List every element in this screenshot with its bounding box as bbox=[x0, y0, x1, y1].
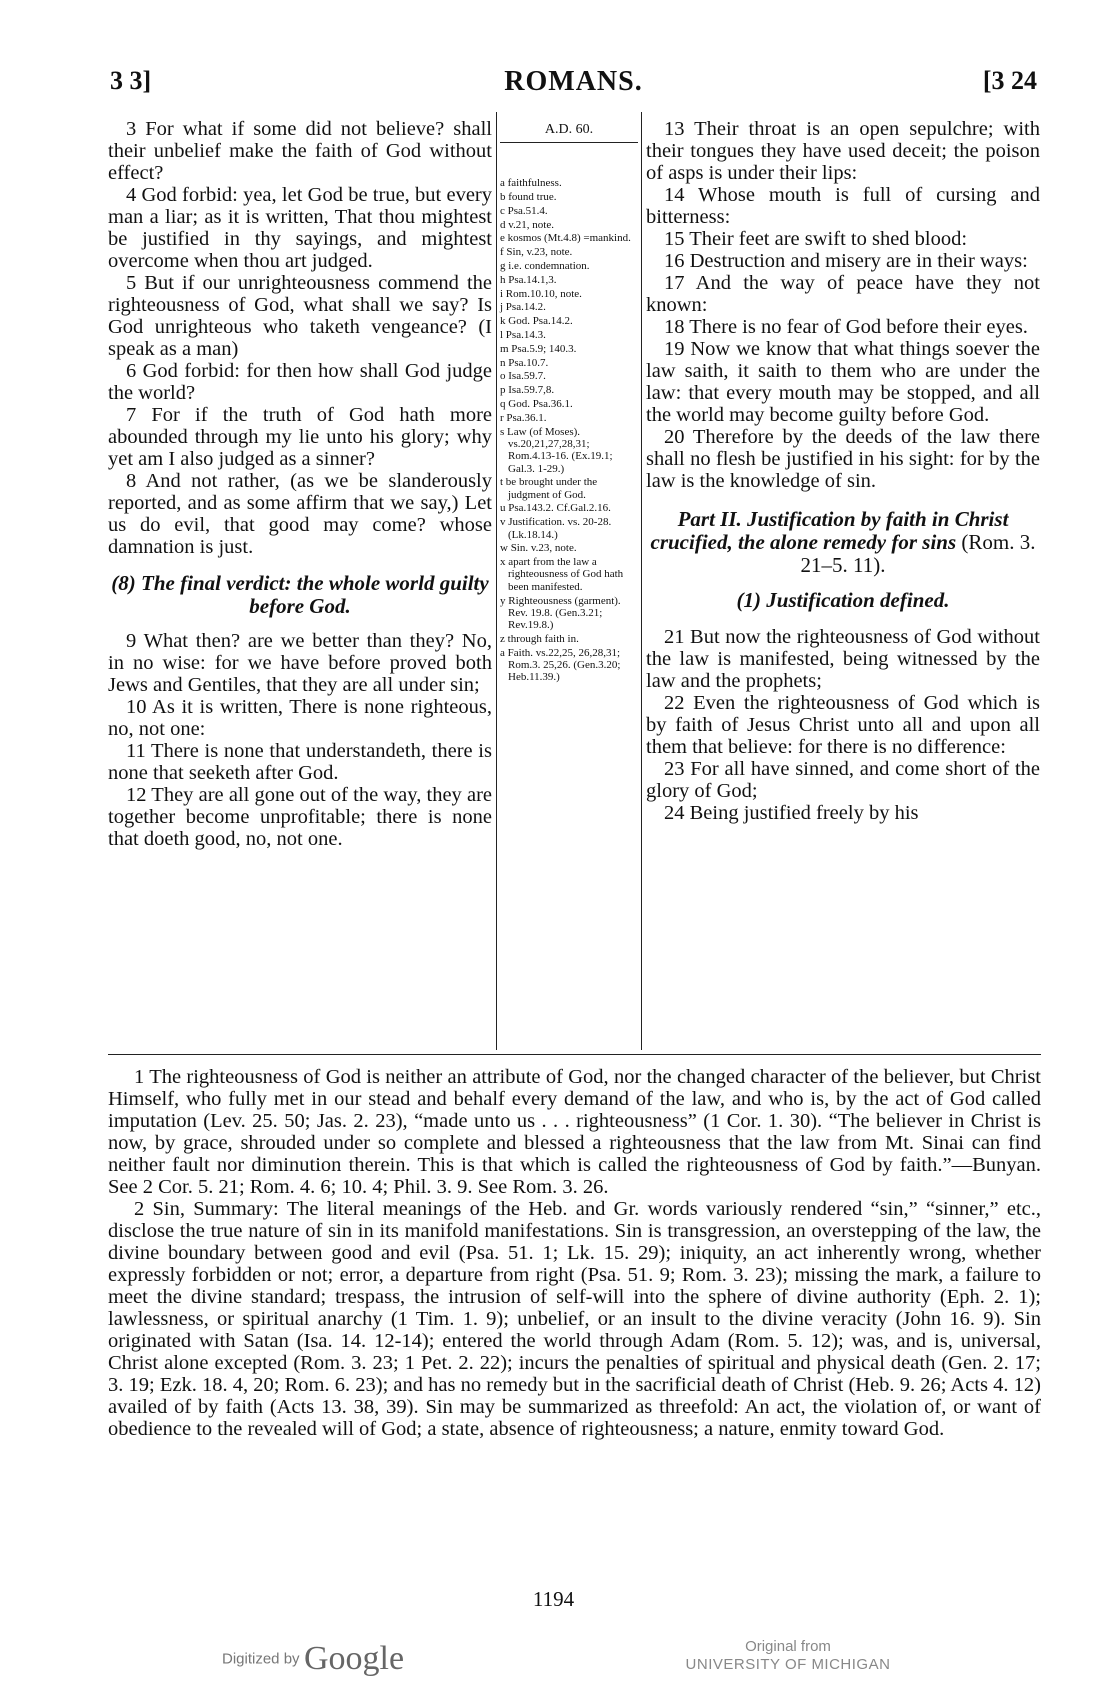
google-logo: Google bbox=[304, 1640, 405, 1677]
digitized-by-watermark bbox=[222, 1640, 404, 1678]
verse-17: 17 And the way of peace have they not known: bbox=[646, 272, 1040, 316]
cross-reference: c Psa.51.4. bbox=[500, 204, 548, 217]
verse-14: 14 Whose mouth is full of cursing and bitterness: bbox=[646, 184, 1040, 228]
cross-reference: q God. Psa.36.1. bbox=[500, 398, 573, 411]
verse-8: 8 And not rather, (as we be slanderously reported, and as some affirm that we say,) Let us do evil, that good may come? whose damnation is just. bbox=[108, 470, 492, 558]
cross-reference: j Psa.14.2. bbox=[500, 301, 546, 314]
cross-reference-column bbox=[500, 118, 638, 685]
cross-reference: z through faith in. bbox=[500, 632, 579, 645]
running-header bbox=[110, 66, 1037, 100]
cross-reference: l Psa.14.3. bbox=[500, 329, 546, 342]
cross-reference: a Faith. vs.22,25, 26,28,31; Rom.3. 25,26. (Gen.3.20; Heb.11.39.) bbox=[500, 646, 621, 684]
verse-7: 7 For if the truth of God hath more abounded through my lie unto his glory; why yet am I also judged as a sinner? bbox=[108, 404, 492, 470]
cross-reference: x apart from the law a righteousness of God hath been manifested. bbox=[500, 556, 624, 593]
part-heading-reference: (Rom. 3. 21–5. 11). bbox=[800, 530, 1036, 577]
cross-reference: w Sin. v.23, note. bbox=[500, 542, 577, 555]
section-heading-justification-defined: (1) Justification defined. bbox=[736, 588, 950, 612]
verse-3: 3 For what if some did not believe? shall their unbelief make the faith of God without effect? bbox=[108, 118, 492, 184]
column-divider-right bbox=[641, 112, 642, 1050]
verse-13: 13 Their throat is an open sepulchre; with their tongues they have used deceit; the poison of asps is under their lips: bbox=[646, 118, 1040, 184]
original-from-label: Original from bbox=[745, 1638, 831, 1655]
cross-reference: r Psa.36.1. bbox=[500, 411, 547, 424]
cross-reference: e kosmos (Mt.4.8) =mankind. bbox=[500, 232, 631, 245]
digitized-by-label: Digitized by bbox=[222, 1650, 300, 1668]
cross-reference: g i.e. condemnation. bbox=[500, 260, 590, 273]
verse-12: 12 They are all gone out of the way, they are together become unprofitable; there is none that doeth good, no, not one. bbox=[108, 784, 492, 850]
verse-6: 6 God forbid: for then how shall God judge the world? bbox=[108, 360, 492, 404]
left-text-column bbox=[108, 118, 492, 850]
cross-reference: f Sin, v.23, note. bbox=[500, 246, 573, 259]
verse-16: 16 Destruction and misery are in their ways: bbox=[664, 250, 1028, 272]
verse-11: 11 There is none that understandeth, there is none that seeketh after God. bbox=[108, 740, 492, 784]
verse-4: 4 God forbid: yea, let God be true, but every man a liar; as it is written, That thou mightest be justified in thy sayings, and mightest overcome when thou art judged. bbox=[108, 184, 492, 272]
cross-reference: d v.21, note. bbox=[500, 218, 554, 231]
header-book-title: ROMANS. bbox=[504, 66, 643, 97]
verse-18: 18 There is no fear of God before their eyes. bbox=[664, 316, 1028, 338]
original-source-watermark bbox=[668, 1638, 908, 1674]
cross-reference: p Isa.59.7,8. bbox=[500, 384, 555, 397]
cross-reference: s Law (of Moses). vs.20,21,27,28,31; Rom.4.13-16. (Ex.19.1; Gal.3. 1-29.) bbox=[500, 425, 613, 475]
footnote-2: 2 Sin, Summary: The literal meanings of the Heb. and Gr. words variously rendered “sin,” “sinner,” etc., disclose the true nature of sin in its manifold manifestations. Sin is transgression, an overstepping of the law, the divine boundary between good and evil (Psa. 51. 1; Lk. 15. 29); iniquity, an act inherently wrong, whether expressly forbidden or not; error, a departure from right (Psa. 51. 9; Rom. 3. 23); missing the mark, a failure to meet the divine standard; trespass, the intrusion of self-will into the sphere of divine authority (Eph. 2. 1); lawlessness, or spiritual anarchy (1 Tim. 1. 9); unbelief, or an insult to the divine veracity (John 16. 9). Sin originated with Satan (Isa. 14. 12-14); entered the world through Adam (Rom. 5. 12); was, and is, universal, Christ alone excepted (Rom. 3. 23; 1 Pet. 2. 22); incurs the penalties of spiritual and physical death (Gen. 2. 17; 3. 19; Ezk. 18. 4, 20; Rom. 6. 23); and has no remedy but in the sacrificial death of Christ (Heb. 9. 26; Acts 4. 12) availed of by faith (Acts 13. 38, 39). Sin may be summarized as threefold: An act, the violation of, or want of obedience to the revealed will of God; a state, absence of righteousness; a nature, enmity toward God. bbox=[108, 1198, 1041, 1440]
header-chapter-end: [3 24 bbox=[982, 66, 1037, 95]
verse-24: 24 Being justified freely by his bbox=[664, 802, 919, 824]
cross-reference: t be brought under the judgment of God. bbox=[500, 476, 598, 501]
cross-reference: k God. Psa.14.2. bbox=[500, 315, 573, 328]
column-divider-left bbox=[496, 112, 497, 1050]
cross-reference: n Psa.10.7. bbox=[500, 356, 549, 369]
verse-22: 22 Even the righteousness of God which is by faith of Jesus Christ unto all and upon all them that believe: for there is no difference: bbox=[646, 692, 1040, 758]
cross-reference: i Rom.10.10, note. bbox=[500, 287, 582, 300]
cross-reference: b found true. bbox=[500, 191, 557, 204]
cross-reference: h Psa.14.1,3. bbox=[500, 273, 557, 286]
cross-reference: a faithfulness. bbox=[500, 177, 562, 190]
verse-23: 23 For all have sinned, and come short of the glory of God; bbox=[646, 758, 1040, 802]
cross-reference: o Isa.59.7. bbox=[500, 370, 546, 383]
verse-21: 21 But now the righteousness of God without the law is manifested, being witnessed by the law and the prophets; bbox=[646, 626, 1040, 692]
footnotes bbox=[108, 1066, 1041, 1440]
verse-10: 10 As it is written, There is none righteous, no, not one: bbox=[108, 696, 492, 740]
cross-reference: y Righteousness (garment). Rev. 19.8. (Gen.3.21; Rev.19.8.) bbox=[500, 594, 621, 632]
part-heading-title: Part II. Justification by faith in Christ crucified, the alone remedy for sins bbox=[650, 507, 1009, 554]
library-name: UNIVERSITY OF MICHIGAN bbox=[685, 1656, 891, 1673]
right-text-column bbox=[646, 118, 1040, 824]
footnote-1: 1 The righteousness of God is neither an attribute of God, nor the changed character of the believer, but Christ Himself, who fully met in our stead and behalf every demand of the law, and who is, by the act of God called imputation (Lev. 25. 50; Jas. 2. 23), “made unto us . . . righteousness” (1 Cor. 1. 30). “The believer in Christ is now, by grace, shrouded under so complete and blessed a righteousness that the law from Mt. Sinai can find neither fault nor diminution therein. This is that which is called the righteousness of God by faith.”—Bunyan. See 2 Cor. 5. 21; Rom. 4. 6; 10. 4; Phil. 3. 9. See Rom. 3. 26. bbox=[108, 1066, 1041, 1198]
date-heading: A.D. 60. bbox=[500, 118, 638, 143]
part-heading bbox=[646, 508, 1040, 577]
section-heading-final-verdict: (8) The final verdict: the whole world guilty before God. bbox=[111, 571, 489, 618]
header-chapter-start: 3 3] bbox=[110, 66, 152, 95]
cross-reference: v Justification. vs. 20-28. (Lk.18.14.) bbox=[500, 516, 612, 541]
verse-5: 5 But if our unrighteousness commend the righteousness of God, what shall we say? Is God unrighteous who taketh vengeance? (I speak as a man) bbox=[108, 272, 492, 360]
cross-reference: m Psa.5.9; 140.3. bbox=[500, 342, 577, 355]
verse-20: 20 Therefore by the deeds of the law there shall no flesh be justified in his sight: for by the law is the knowledge of sin. bbox=[646, 426, 1040, 492]
page-number: 1194 bbox=[532, 1587, 575, 1611]
verse-15: 15 Their feet are swift to shed blood: bbox=[664, 228, 968, 250]
verse-9: 9 What then? are we better than they? No, in no wise: for we have before proved both Jews and Gentiles, that they are all under sin; bbox=[108, 630, 492, 696]
verse-19: 19 Now we know that what things soever the law saith, it saith to them who are under the law: that every mouth may be stopped, and all the world may become guilty before God. bbox=[646, 338, 1040, 426]
footnote-separator bbox=[108, 1054, 1041, 1055]
cross-reference: u Psa.143.2. Cf.Gal.2.16. bbox=[500, 502, 611, 515]
